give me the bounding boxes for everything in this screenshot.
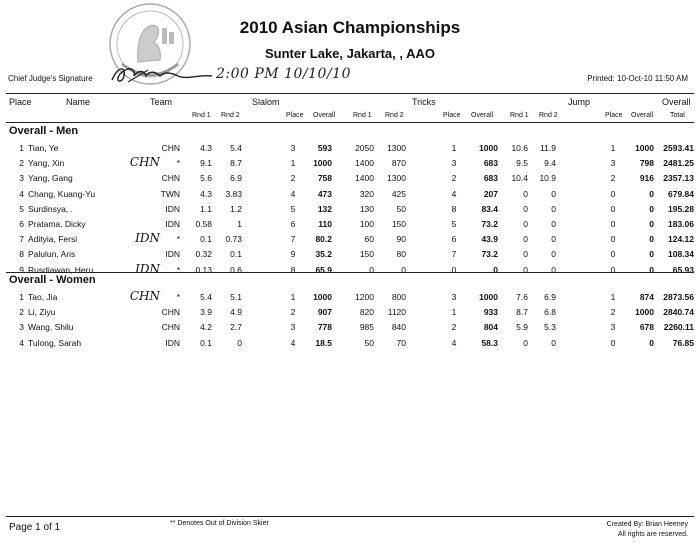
- cell-team: TWN: [160, 188, 180, 199]
- cell-j2: 0: [551, 188, 556, 199]
- cell-t1: 985: [359, 322, 374, 333]
- cell-name: Tulong, Sarah: [28, 337, 82, 348]
- cell-j2: 11.9: [540, 143, 556, 153]
- table-row: [0, 232, 700, 247]
- cell-t1: 130: [359, 203, 374, 214]
- cell-tp: 2: [451, 322, 457, 333]
- cell-team: *: [176, 234, 180, 245]
- cell-j2: 9.4: [544, 158, 556, 169]
- cell-place: 8: [19, 249, 24, 260]
- cell-s1: 0.1: [200, 337, 212, 348]
- printed-timestamp: Printed: 10-Oct-10 11:50 AM: [587, 74, 688, 83]
- cell-so: 35.2: [315, 249, 332, 260]
- cell-s1: 0.13: [195, 264, 212, 275]
- cell-total: 2260.11: [663, 322, 694, 333]
- cell-team: IDN: [165, 337, 180, 348]
- col-jump: Jump: [568, 97, 591, 107]
- cell-jo: 798: [639, 158, 654, 169]
- cell-so: 593: [317, 143, 332, 153]
- cell-tp: 6: [451, 234, 457, 245]
- cell-sp: 2: [290, 307, 296, 318]
- table-row: [0, 187, 700, 202]
- cell-so: 80.2: [315, 234, 332, 245]
- cell-name: Chang, Kuang-Yu: [28, 188, 96, 199]
- cell-sp: 6: [290, 219, 296, 229]
- cell-s1: 4.3: [200, 188, 212, 199]
- cell-t1: 320: [359, 188, 374, 199]
- cell-to: 0: [493, 264, 498, 275]
- cell-t1: 100: [359, 219, 374, 229]
- cell-t1: 60: [364, 234, 374, 245]
- table-row: [0, 156, 700, 171]
- signature-date: 2:00 PM 10/10/10: [216, 66, 351, 82]
- table-row: [0, 263, 700, 278]
- cell-jp: 0: [610, 264, 616, 275]
- cell-t2: 90: [396, 234, 406, 245]
- cell-jo: 678: [639, 322, 654, 333]
- cell-jo: 0: [649, 249, 654, 260]
- cell-tp: 4: [451, 337, 457, 348]
- cell-sp: 8: [290, 264, 296, 275]
- cell-jo: 916: [639, 173, 654, 184]
- cell-j2: 6.8: [544, 307, 556, 318]
- cell-s2: 4.9: [230, 307, 242, 318]
- cell-total: 2840.74: [663, 307, 694, 318]
- cell-name: Tian, Ye: [28, 143, 59, 153]
- cell-place: 7: [19, 234, 24, 245]
- cell-j2: 0: [551, 337, 556, 348]
- cell-j2: 6.9: [544, 292, 556, 302]
- cell-s1: 4.3: [200, 143, 212, 153]
- cell-t2: 50: [396, 203, 406, 214]
- cell-to: 83.4: [481, 203, 498, 214]
- cell-j1: 10.6: [511, 143, 528, 153]
- cell-total: 2357.13: [663, 173, 694, 184]
- cell-t2: 1300: [387, 143, 406, 153]
- cell-to: 804: [483, 322, 498, 333]
- cell-j1: 0: [523, 188, 528, 199]
- sub-slalom-rnd2: Rnd 2: [221, 112, 240, 119]
- cell-j1: 0: [523, 234, 528, 245]
- cell-j1: 8.7: [516, 307, 528, 318]
- cell-t1: 2050: [355, 143, 374, 153]
- cell-sp: 4: [290, 188, 296, 199]
- cell-so: 110: [318, 219, 332, 229]
- table-row: [0, 305, 700, 320]
- cell-total: 195.28: [668, 203, 694, 214]
- cell-so: 778: [317, 322, 332, 333]
- cell-s1: 0.32: [195, 249, 212, 260]
- cell-so: 65.9: [315, 264, 332, 275]
- cell-total: 2593.41: [663, 143, 694, 153]
- cell-total: 76.85: [672, 337, 694, 348]
- cell-t1: 1200: [355, 292, 374, 302]
- cell-jp: 2: [610, 307, 616, 318]
- cell-total: 679.84: [668, 188, 694, 199]
- cell-tp: 1: [451, 143, 457, 153]
- cell-jp: 1: [610, 292, 616, 302]
- cell-name: Yang, Gang: [28, 173, 73, 184]
- footnote: ** Denotes Out of Division Skier: [170, 520, 269, 527]
- cell-place: 1: [19, 143, 24, 153]
- signature-label: Chief Judge's Signature: [8, 74, 93, 83]
- cell-total: 2873.56: [663, 292, 694, 302]
- cell-place: 4: [19, 337, 24, 348]
- cell-name: Rusdiawan, Heru: [28, 264, 94, 275]
- sub-slalom-place: Place: [286, 112, 304, 119]
- cell-j1: 0: [523, 249, 528, 260]
- cell-so: 132: [317, 203, 332, 214]
- cell-jo: 0: [649, 203, 654, 214]
- cell-t1: 150: [359, 249, 374, 260]
- cell-s2: 6.9: [230, 173, 242, 184]
- page-title: 2010 Asian Championships: [239, 18, 461, 37]
- cell-to: 683: [483, 158, 498, 169]
- cell-jo: 1000: [635, 307, 654, 318]
- table-row: [0, 171, 700, 186]
- table-row: [0, 141, 700, 156]
- cell-j1: 10.4: [511, 173, 528, 184]
- cell-jp: 0: [610, 219, 616, 229]
- cell-team: CHN: [161, 173, 180, 184]
- cell-s1: 9.1: [200, 158, 212, 169]
- cell-jp: 0: [610, 337, 616, 348]
- cell-hw: IDN: [135, 261, 160, 276]
- cell-name: Tao, Jia: [28, 292, 58, 302]
- cell-hw: CHN: [129, 289, 160, 303]
- sub-tricks-rnd2: Rnd 2: [385, 112, 404, 119]
- cell-to: 1000: [479, 292, 498, 302]
- cell-so: 907: [317, 307, 332, 318]
- cell-j1: 7.6: [516, 292, 528, 302]
- cell-s1: 0.1: [200, 234, 212, 245]
- cell-tp: 0: [451, 264, 457, 275]
- cell-s2: 0.1: [230, 249, 242, 260]
- cell-to: 58.3: [481, 337, 498, 348]
- cell-place: 3: [19, 322, 24, 333]
- cell-t1: 820: [359, 307, 374, 318]
- cell-jo: 0: [649, 234, 654, 245]
- cell-j1: 0: [523, 337, 528, 348]
- cell-t1: 50: [364, 337, 374, 348]
- cell-name: Wang, Shilu: [28, 322, 74, 333]
- cell-s1: 0.58: [195, 219, 212, 229]
- cell-j2: 0: [551, 264, 556, 275]
- cell-sp: 2: [290, 173, 296, 184]
- table-row: [0, 290, 700, 305]
- cell-total: 2481.25: [663, 158, 694, 169]
- cell-j1: 9.5: [516, 158, 528, 169]
- rights-notice: All rights are reserved.: [617, 531, 688, 538]
- footer-rule: [6, 516, 694, 517]
- cell-s1: 5.6: [200, 173, 212, 184]
- cell-to: 207: [483, 188, 498, 199]
- cell-team: IDN: [165, 249, 180, 260]
- cell-t2: 425: [391, 188, 406, 199]
- cell-s2: 5.1: [230, 292, 242, 302]
- table-row: [0, 247, 700, 262]
- cell-j2: 10.9: [539, 173, 556, 184]
- col-name: Name: [66, 97, 91, 107]
- section-divider: [6, 272, 694, 273]
- cell-to: 73.2: [481, 249, 498, 260]
- cell-t2: 1300: [387, 173, 406, 184]
- cell-tp: 3: [451, 158, 457, 169]
- table-row: [0, 336, 700, 351]
- cell-sp: 9: [290, 249, 296, 260]
- col-tricks: Tricks: [412, 97, 436, 107]
- cell-name: Palulun, Aris: [28, 249, 76, 260]
- section-title-men: Overall - Men: [9, 125, 79, 137]
- cell-jo: 874: [639, 292, 654, 302]
- cell-sp: 1: [290, 158, 296, 169]
- cell-j2: 0: [551, 249, 556, 260]
- cell-total: 183.06: [668, 219, 694, 229]
- cell-sp: 5: [290, 203, 296, 214]
- sub-slalom-rnd1: Rnd 1: [192, 112, 211, 119]
- cell-total: 65.93: [672, 264, 694, 275]
- cell-s2: 0: [237, 337, 242, 348]
- cell-t2: 80: [396, 249, 406, 260]
- cell-so: 758: [317, 173, 332, 184]
- table-row: [0, 320, 700, 335]
- col-team: Team: [150, 97, 173, 107]
- cell-j2: 5.3: [544, 322, 556, 333]
- sub-jump-place: Place: [605, 112, 623, 119]
- footer-credits: [607, 520, 688, 540]
- cell-j1: 0: [523, 219, 528, 229]
- sub-total: Total: [670, 112, 685, 119]
- cell-place: 3: [19, 173, 24, 184]
- cell-t2: 70: [396, 337, 406, 348]
- cell-jp: 1: [610, 143, 616, 153]
- cell-tp: 1: [451, 307, 457, 318]
- cell-j1: 0: [523, 203, 528, 214]
- sub-slalom-overall: Overall: [313, 112, 336, 119]
- cell-so: 18.5: [315, 337, 332, 348]
- cell-name: Surdinsya, .: [28, 203, 73, 214]
- cell-j2: 0: [551, 234, 556, 245]
- cell-total: 108.34: [668, 249, 694, 260]
- cell-name: Adityia, Fersi: [28, 234, 78, 245]
- cell-to: 73.2: [481, 219, 498, 229]
- cell-t2: 150: [391, 219, 406, 229]
- cell-place: 2: [19, 307, 24, 318]
- cell-t2: 1120: [387, 307, 406, 318]
- cell-jo: 0: [649, 337, 654, 348]
- cell-s2: 3.83: [225, 188, 242, 199]
- cell-t2: 0: [401, 264, 406, 275]
- cell-j2: 0: [551, 219, 556, 229]
- sub-tricks-rnd1: Rnd 1: [353, 112, 372, 119]
- section-title-women: Overall - Women: [9, 274, 96, 286]
- cell-so: 473: [317, 188, 332, 199]
- cell-place: 2: [19, 158, 24, 169]
- cell-place: 5: [19, 203, 24, 214]
- cell-s2: 1.2: [230, 203, 242, 214]
- cell-hw: CHN: [129, 155, 160, 170]
- cell-j1: 0: [523, 264, 528, 275]
- sub-jump-rnd1: Rnd 1: [510, 112, 529, 119]
- cell-tp: 8: [451, 203, 457, 214]
- cell-tp: 7: [451, 249, 457, 260]
- cell-team: IDN: [165, 219, 180, 229]
- cell-place: 4: [19, 188, 24, 199]
- cell-place: 9: [19, 264, 24, 275]
- cell-name: Yang, Xin: [28, 158, 65, 169]
- cell-so: 1000: [313, 292, 332, 302]
- cell-tp: 4: [451, 188, 457, 199]
- cell-name: Pratama, Dicky: [28, 219, 86, 229]
- cell-jo: 0: [649, 264, 654, 275]
- cell-t2: 800: [391, 292, 406, 302]
- cell-jp: 3: [610, 158, 616, 169]
- table-row: [0, 202, 700, 217]
- cell-s1: 5.4: [200, 292, 212, 302]
- cell-t1: 0: [369, 264, 374, 275]
- cell-to: 43.9: [481, 234, 498, 245]
- cell-team: *: [176, 292, 180, 302]
- cell-to: 1000: [479, 143, 498, 153]
- cell-sp: 1: [290, 292, 296, 302]
- header-rule-top: [6, 93, 694, 94]
- cell-team: IDN: [165, 203, 180, 214]
- cell-s1: 3.9: [200, 307, 212, 318]
- page-number: Page 1 of 1: [9, 522, 61, 533]
- cell-tp: 3: [451, 292, 457, 302]
- cell-so: 1000: [313, 158, 332, 169]
- cell-t2: 840: [391, 322, 406, 333]
- cell-s2: 0.73: [225, 234, 242, 245]
- page-subtitle: Sunter Lake, Jakarta, , AAO: [264, 46, 436, 61]
- cell-jo: 0: [649, 188, 654, 199]
- cell-s2: 8.7: [230, 158, 242, 169]
- cell-team: *: [176, 264, 180, 275]
- cell-jo: 0: [649, 219, 654, 229]
- sub-tricks-place: Place: [443, 112, 461, 119]
- cell-s2: 5.4: [230, 143, 242, 153]
- cell-j2: 0: [551, 203, 556, 214]
- cell-s1: 4.2: [200, 322, 212, 333]
- cell-place: 6: [19, 219, 24, 229]
- cell-sp: 7: [290, 234, 296, 245]
- cell-place: 1: [19, 292, 24, 302]
- cell-jp: 0: [610, 203, 616, 214]
- cell-team: *: [176, 158, 180, 169]
- cell-jp: 3: [610, 322, 616, 333]
- cell-t2: 870: [391, 158, 406, 169]
- cell-s2: 2.7: [230, 322, 242, 333]
- cell-jp: 0: [610, 188, 616, 199]
- cell-s2: 0.6: [230, 264, 242, 275]
- cell-tp: 5: [451, 219, 457, 229]
- cell-jp: 0: [610, 249, 616, 260]
- cell-sp: 4: [290, 337, 296, 348]
- cell-j1: 5.9: [516, 322, 528, 333]
- cell-t1: 1400: [355, 173, 374, 184]
- cell-jo: 1000: [635, 143, 654, 153]
- cell-sp: 3: [290, 143, 296, 153]
- cell-tp: 2: [451, 173, 457, 184]
- table-row: [0, 217, 700, 232]
- cell-team: CHN: [161, 143, 180, 153]
- cell-to: 683: [483, 173, 498, 184]
- cell-s2: 1: [237, 219, 242, 229]
- sub-tricks-overall: Overall: [471, 112, 494, 119]
- cell-t1: 1400: [355, 158, 374, 169]
- cell-team: CHN: [161, 322, 180, 333]
- cell-hw: IDN: [135, 231, 160, 246]
- cell-s1: 1.1: [200, 203, 212, 214]
- header-rule-bottom: [6, 122, 694, 123]
- sub-jump-overall: Overall: [631, 112, 654, 119]
- cell-jp: 0: [610, 234, 616, 245]
- cell-to: 933: [483, 307, 498, 318]
- sub-jump-rnd2: Rnd 2: [539, 112, 558, 119]
- col-overall: Overall: [662, 97, 691, 107]
- cell-jp: 2: [610, 173, 616, 184]
- cell-team: CHN: [161, 307, 180, 318]
- cell-sp: 3: [290, 322, 296, 333]
- created-by: Created By: Brian Heeney: [606, 521, 688, 528]
- col-slalom: Slalom: [252, 97, 280, 107]
- cell-name: Li, Ziyu: [28, 307, 56, 318]
- col-place: Place: [9, 97, 32, 107]
- cell-total: 124.12: [668, 234, 694, 245]
